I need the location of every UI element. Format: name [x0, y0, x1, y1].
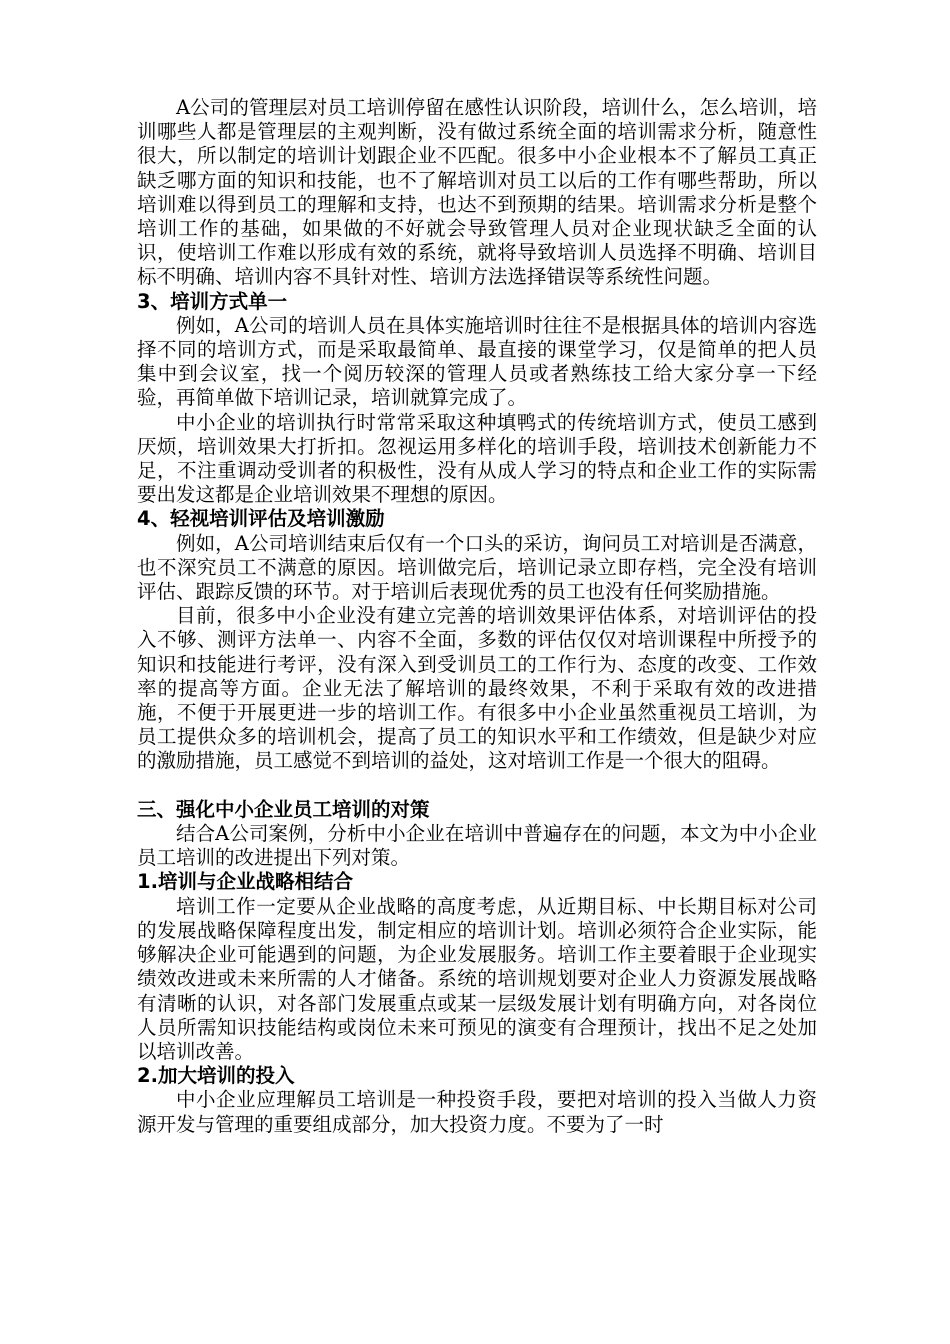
paragraph: 中小企业的培训执行时常常采取这种填鸭式的传统培训方式，使员工感到厌烦，培训效果大打折扣。忽视运用多样化的培训手段，培训技术创新能力不足，不注重调动受训者的积极性，没有从成人学习的特点和企业工作的实际需要出发这都是企业培训效果不理想的原因。	[137, 410, 817, 507]
paragraph: 中小企业应理解员工培训是一种投资手段，要把对培训的投入当做人力资源开发与管理的重要组成部分，加大投资力度。不要为了一时	[137, 1088, 817, 1136]
paragraph: 目前，很多中小企业没有建立完善的培训效果评估体系，对培训评估的投入不够、测评方法单一、内容不全面，多数的评估仅仅对培训课程中所授予的知识和技能进行考评，没有深入到受训员工的工作行为、态度的改变、工作效率的提高等方面。企业无法了解培训的最终效果，不利于采取有效的改进措施，不便于开展更进一步的培训工作。有很多中小企业虽然重视员工培训，为员工提供众多的培训机会，提高了员工的知识水平和工作绩效，但是缺少对应的激励措施，员工感觉不到培训的益处，这对培训工作是一个很大的阻碍。	[137, 604, 817, 773]
subheading-investment: 2.加大培训的投入	[137, 1064, 295, 1088]
paragraph: 例如，A公司培训结束后仅有一个口头的采访，询问员工对培训是否满意，也不深究员工不满意的原因。培训做完后，培训记录立即存档，完全没有培训评估、跟踪反馈的环节。对于培训后表现优秀的员工也没有任何奖励措施。	[137, 531, 817, 604]
blank-line	[137, 774, 817, 798]
heading-training-method: 3、培训方式单一	[137, 289, 288, 313]
paragraph: 结合A公司案例，分析中小企业在培训中普遍存在的问题，本文为中小企业员工培训的改进提出下列对策。	[137, 822, 817, 870]
paragraph: A公司的管理层对员工培训停留在感性认识阶段，培训什么，怎么培训，培训哪些人都是管理层的主观判断，没有做过系统全面的培训需求分析，随意性很大，所以制定的培训计划跟企业不匹配。很多中小企业根本不了解员工真正缺乏哪方面的知识和技能，也不了解培训对员工以后的工作有哪些帮助，所以培训难以得到员工的理解和支持，也达不到预期的结果。培训需求分析是整个培训工作的基础，如果做的不好就会导致管理人员对企业现状缺乏全面的认识，使培训工作难以形成有效的系统，就将导致培训人员选择不明确、培训目标不明确、培训内容不具针对性、培训方法选择错误等系统性问题。	[137, 96, 817, 289]
document-page	[137, 96, 817, 1137]
paragraph: 培训工作一定要从企业战略的高度考虑，从近期目标、中长期目标对公司的发展战略保障程度出发，制定相应的培训计划。培训必须符合企业实际，能够解决企业可能遇到的问题，为企业发展服务。培训工作主要着眼于企业现实绩效改进或未来所需的人才储备。系统的培训规划要对企业人力资源发展战略有清晰的认识，对各部门发展重点或某一层级发展计划有明确方向，对各岗位人员所需知识技能结构或岗位未来可预见的演变有合理预计，找出不足之处加以培训改善。	[137, 894, 817, 1063]
paragraph: 例如，A公司的培训人员在具体实施培训时往往不是根据具体的培训内容选择不同的培训方式，而是采取最简单、最直接的课堂学习，仅是简单的把人员集中到会议室，找一个阅历较深的管理人员或者熟练技工给大家分享一下经验，再简单做下培训记录，培训就算完成了。	[137, 313, 817, 410]
heading-evaluation-incentive: 4、轻视培训评估及培训激励	[137, 507, 385, 531]
subheading-strategy: 1.培训与企业战略相结合	[137, 870, 353, 894]
section-heading-countermeasures: 三、强化中小企业员工培训的对策	[137, 797, 430, 821]
